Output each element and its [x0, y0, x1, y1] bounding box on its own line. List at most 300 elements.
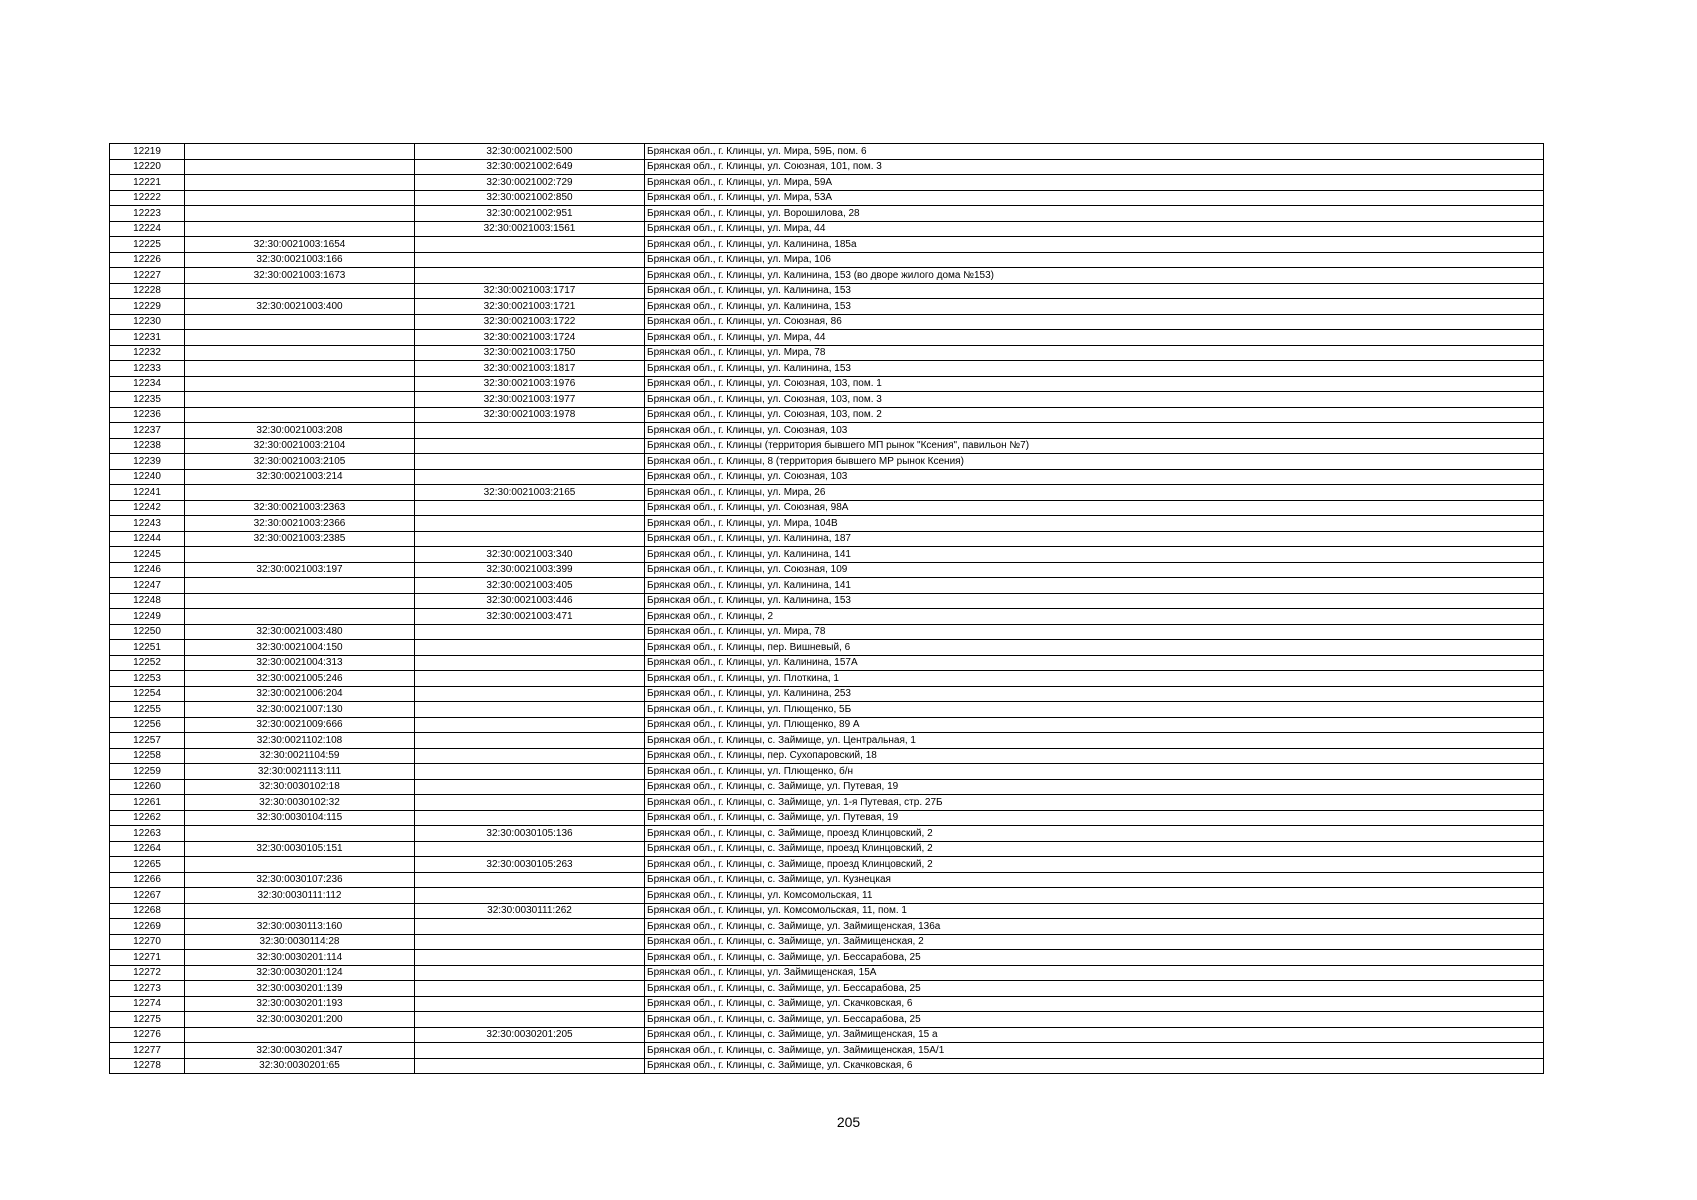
page-number: 205	[836, 1114, 861, 1130]
address-cell: Брянская обл., г. Клинцы, ул. Займищенская, 15А	[645, 965, 1544, 981]
cadastral-number-cell: 32:30:0030114:28	[185, 934, 415, 950]
table-row	[110, 810, 1544, 826]
row-number-cell: 12223	[110, 206, 185, 222]
address-cell: Брянская обл., г. Клинцы, с. Займище, проезд Клинцовский, 2	[645, 826, 1544, 842]
building-cadastral-number-cell: 32:30:0021003:1721	[415, 299, 645, 315]
row-number-cell: 12276	[110, 1027, 185, 1043]
table-row	[110, 175, 1544, 191]
cadastral-number-cell	[185, 376, 415, 392]
table-row	[110, 578, 1544, 594]
cadastral-number-cell: 32:30:0021004:313	[185, 655, 415, 671]
address-cell: Брянская обл., г. Клинцы, пер. Сухопаровский, 18	[645, 748, 1544, 764]
address-cell: Брянская обл., г. Клинцы, ул. Мира, 53А	[645, 190, 1544, 206]
cadastral-number-cell	[185, 175, 415, 191]
row-number-cell: 12240	[110, 469, 185, 485]
cadastral-number-cell: 32:30:0021003:2366	[185, 516, 415, 532]
address-cell: Брянская обл., г. Клинцы, ул. Калинина, 153	[645, 361, 1544, 377]
building-cadastral-number-cell	[415, 965, 645, 981]
building-cadastral-number-cell: 32:30:0030111:262	[415, 903, 645, 919]
row-number-cell: 12236	[110, 407, 185, 423]
building-cadastral-number-cell: 32:30:0030201:205	[415, 1027, 645, 1043]
table-row	[110, 593, 1544, 609]
cadastral-number-cell	[185, 144, 415, 160]
row-number-cell: 12266	[110, 872, 185, 888]
address-cell: Брянская обл., г. Клинцы, ул. Ворошилова, 28	[645, 206, 1544, 222]
building-cadastral-number-cell	[415, 950, 645, 966]
cadastral-number-cell: 32:30:0021003:2385	[185, 531, 415, 547]
address-cell: Брянская обл., г. Клинцы, ул. Калинина, 141	[645, 547, 1544, 563]
row-number-cell: 12262	[110, 810, 185, 826]
table-row	[110, 283, 1544, 299]
address-cell: Брянская обл., г. Клинцы, с. Займище, ул. Скачковская, 6	[645, 1058, 1544, 1074]
row-number-cell: 12234	[110, 376, 185, 392]
table-row	[110, 361, 1544, 377]
cadastral-number-cell: 32:30:0030201:193	[185, 996, 415, 1012]
address-cell: Брянская обл., г. Клинцы, ул. Плющенко, 89 А	[645, 717, 1544, 733]
cadastral-number-cell	[185, 392, 415, 408]
row-number-cell: 12260	[110, 779, 185, 795]
address-cell: Брянская обл., г. Клинцы, с. Займище, ул. Займищенская, 15А/1	[645, 1043, 1544, 1059]
cadastral-number-cell	[185, 221, 415, 237]
cadastral-number-cell: 32:30:0021003:2363	[185, 500, 415, 516]
address-cell: Брянская обл., г. Клинцы, ул. Союзная, 109	[645, 562, 1544, 578]
building-cadastral-number-cell: 32:30:0021003:1724	[415, 330, 645, 346]
cadastral-number-cell: 32:30:0030201:124	[185, 965, 415, 981]
address-cell: Брянская обл., г. Клинцы, ул. Калинина, 185а	[645, 237, 1544, 253]
cadastral-number-cell: 32:30:0021003:208	[185, 423, 415, 439]
address-cell: Брянская обл., г. Клинцы, ул. Мира, 44	[645, 221, 1544, 237]
row-number-cell: 12249	[110, 609, 185, 625]
address-cell: Брянская обл., г. Клинцы, ул. Калинина, 157А	[645, 655, 1544, 671]
building-cadastral-number-cell	[415, 981, 645, 997]
cadastral-number-cell: 32:30:0021007:130	[185, 702, 415, 718]
address-cell: Брянская обл., г. Клинцы, ул. Калинина, 153 (во дворе жилого дома №153)	[645, 268, 1544, 284]
building-cadastral-number-cell	[415, 779, 645, 795]
address-cell: Брянская обл., г. Клинцы, ул. Союзная, 103, пом. 1	[645, 376, 1544, 392]
row-number-cell: 12263	[110, 826, 185, 842]
table-row	[110, 609, 1544, 625]
address-cell: Брянская обл., г. Клинцы, с. Займище, ул. Займищенская, 2	[645, 934, 1544, 950]
address-cell: Брянская обл., г. Клинцы, ул. Союзная, 103	[645, 469, 1544, 485]
cadastral-number-cell: 32:30:0030201:347	[185, 1043, 415, 1059]
table-row	[110, 345, 1544, 361]
table-row	[110, 1058, 1544, 1074]
row-number-cell: 12239	[110, 454, 185, 470]
table-row	[110, 826, 1544, 842]
building-cadastral-number-cell: 32:30:0021003:1722	[415, 314, 645, 330]
table-row	[110, 237, 1544, 253]
building-cadastral-number-cell	[415, 438, 645, 454]
building-cadastral-number-cell	[415, 252, 645, 268]
table-row	[110, 144, 1544, 160]
table-row	[110, 655, 1544, 671]
row-number-cell: 12228	[110, 283, 185, 299]
table-row	[110, 252, 1544, 268]
building-cadastral-number-cell	[415, 655, 645, 671]
table-row	[110, 872, 1544, 888]
building-cadastral-number-cell: 32:30:0021003:1976	[415, 376, 645, 392]
cadastral-number-cell	[185, 547, 415, 563]
cadastral-number-cell	[185, 361, 415, 377]
building-cadastral-number-cell	[415, 810, 645, 826]
building-cadastral-number-cell	[415, 748, 645, 764]
table-row	[110, 981, 1544, 997]
table-row	[110, 888, 1544, 904]
cadastral-number-cell	[185, 159, 415, 175]
address-cell: Брянская обл., г. Клинцы, с. Займище, ул. Центральная, 1	[645, 733, 1544, 749]
row-number-cell: 12267	[110, 888, 185, 904]
building-cadastral-number-cell	[415, 516, 645, 532]
row-number-cell: 12220	[110, 159, 185, 175]
cadastral-number-cell: 32:30:0021005:246	[185, 671, 415, 687]
table-row	[110, 330, 1544, 346]
address-cell: Брянская обл., г. Клинцы, ул. Мира, 44	[645, 330, 1544, 346]
building-cadastral-number-cell	[415, 423, 645, 439]
table-row	[110, 314, 1544, 330]
address-cell: Брянская обл., г. Клинцы, ул. Мира, 59Б, пом. 6	[645, 144, 1544, 160]
building-cadastral-number-cell: 32:30:0021003:471	[415, 609, 645, 625]
building-cadastral-number-cell: 32:30:0021003:405	[415, 578, 645, 594]
cadastral-number-cell	[185, 314, 415, 330]
address-cell: Брянская обл., г. Клинцы, ул. Плющенко, б/н	[645, 764, 1544, 780]
row-number-cell: 12259	[110, 764, 185, 780]
building-cadastral-number-cell	[415, 919, 645, 935]
row-number-cell: 12265	[110, 857, 185, 873]
address-cell: Брянская обл., г. Клинцы, ул. Союзная, 103, пом. 3	[645, 392, 1544, 408]
row-number-cell: 12264	[110, 841, 185, 857]
row-number-cell: 12229	[110, 299, 185, 315]
address-cell: Брянская обл., г. Клинцы (территория бывшего МП рынок "Ксения", павильон №7)	[645, 438, 1544, 454]
row-number-cell: 12222	[110, 190, 185, 206]
cadastral-number-cell	[185, 283, 415, 299]
cadastral-number-cell	[185, 826, 415, 842]
cadastral-number-cell: 32:30:0030105:151	[185, 841, 415, 857]
row-number-cell: 12230	[110, 314, 185, 330]
table-row	[110, 454, 1544, 470]
row-number-cell: 12270	[110, 934, 185, 950]
cadastral-number-cell	[185, 903, 415, 919]
row-number-cell: 12250	[110, 624, 185, 640]
row-number-cell: 12277	[110, 1043, 185, 1059]
table-row	[110, 1027, 1544, 1043]
building-cadastral-number-cell	[415, 671, 645, 687]
building-cadastral-number-cell	[415, 872, 645, 888]
address-cell: Брянская обл., г. Клинцы, ул. Мира, 106	[645, 252, 1544, 268]
cadastral-number-cell: 32:30:0021003:214	[185, 469, 415, 485]
table-row	[110, 686, 1544, 702]
row-number-cell: 12268	[110, 903, 185, 919]
address-cell: Брянская обл., г. Клинцы, ул. Союзная, 86	[645, 314, 1544, 330]
table-row	[110, 733, 1544, 749]
table-row	[110, 903, 1544, 919]
address-cell: Брянская обл., г. Клинцы, ул. Союзная, 98А	[645, 500, 1544, 516]
address-cell: Брянская обл., г. Клинцы, с. Займище, ул. Бессарабова, 25	[645, 981, 1544, 997]
address-cell: Брянская обл., г. Клинцы, ул. Калинина, 253	[645, 686, 1544, 702]
building-cadastral-number-cell: 32:30:0021003:399	[415, 562, 645, 578]
cadastral-number-cell: 32:30:0030102:18	[185, 779, 415, 795]
table-row	[110, 159, 1544, 175]
row-number-cell: 12225	[110, 237, 185, 253]
table-row	[110, 531, 1544, 547]
address-cell: Брянская обл., г. Клинцы, ул. Калинина, 141	[645, 578, 1544, 594]
building-cadastral-number-cell: 32:30:0021003:340	[415, 547, 645, 563]
building-cadastral-number-cell: 32:30:0021003:1978	[415, 407, 645, 423]
row-number-cell: 12273	[110, 981, 185, 997]
address-cell: Брянская обл., г. Клинцы, с. Займище, ул. 1-я Путевая, стр. 27Б	[645, 795, 1544, 811]
address-cell: Брянская обл., г. Клинцы, с. Займище, ул. Путевая, 19	[645, 779, 1544, 795]
building-cadastral-number-cell	[415, 1012, 645, 1028]
cadastral-number-cell	[185, 190, 415, 206]
building-cadastral-number-cell	[415, 624, 645, 640]
cadastral-number-cell: 32:30:0030201:200	[185, 1012, 415, 1028]
row-number-cell: 12275	[110, 1012, 185, 1028]
address-cell: Брянская обл., г. Клинцы, ул. Плющенко, 5Б	[645, 702, 1544, 718]
registry-table	[109, 143, 1544, 1074]
address-cell: Брянская обл., г. Клинцы, ул. Мира, 78	[645, 345, 1544, 361]
row-number-cell: 12224	[110, 221, 185, 237]
table-row	[110, 190, 1544, 206]
row-number-cell: 12246	[110, 562, 185, 578]
building-cadastral-number-cell	[415, 888, 645, 904]
row-number-cell: 12219	[110, 144, 185, 160]
address-cell: Брянская обл., г. Клинцы, с. Займище, ул. Путевая, 19	[645, 810, 1544, 826]
table-row	[110, 407, 1544, 423]
row-number-cell: 12243	[110, 516, 185, 532]
row-number-cell: 12238	[110, 438, 185, 454]
table-row	[110, 1043, 1544, 1059]
row-number-cell: 12244	[110, 531, 185, 547]
cadastral-number-cell: 32:30:0021104:59	[185, 748, 415, 764]
table-row	[110, 640, 1544, 656]
row-number-cell: 12231	[110, 330, 185, 346]
row-number-cell: 12221	[110, 175, 185, 191]
address-cell: Брянская обл., г. Клинцы, ул. Калинина, 187	[645, 531, 1544, 547]
row-number-cell: 12278	[110, 1058, 185, 1074]
building-cadastral-number-cell	[415, 268, 645, 284]
table-row	[110, 206, 1544, 222]
row-number-cell: 12247	[110, 578, 185, 594]
row-number-cell: 12251	[110, 640, 185, 656]
building-cadastral-number-cell: 32:30:0021003:1561	[415, 221, 645, 237]
address-cell: Брянская обл., г. Клинцы, с. Займище, проезд Клинцовский, 2	[645, 857, 1544, 873]
table-row	[110, 485, 1544, 501]
building-cadastral-number-cell: 32:30:0021003:1750	[415, 345, 645, 361]
cadastral-number-cell: 32:30:0030104:115	[185, 810, 415, 826]
cadastral-number-cell: 32:30:0021003:1654	[185, 237, 415, 253]
cadastral-number-cell	[185, 1027, 415, 1043]
table-row	[110, 919, 1544, 935]
cadastral-number-cell	[185, 330, 415, 346]
building-cadastral-number-cell: 32:30:0021002:850	[415, 190, 645, 206]
table-row	[110, 516, 1544, 532]
building-cadastral-number-cell: 32:30:0021003:1717	[415, 283, 645, 299]
address-cell: Брянская обл., г. Клинцы, ул. Калинина, 153	[645, 283, 1544, 299]
building-cadastral-number-cell	[415, 702, 645, 718]
cadastral-number-cell: 32:30:0030201:114	[185, 950, 415, 966]
table-row	[110, 702, 1544, 718]
row-number-cell: 12261	[110, 795, 185, 811]
table-row	[110, 857, 1544, 873]
building-cadastral-number-cell	[415, 640, 645, 656]
building-cadastral-number-cell: 32:30:0021003:2165	[415, 485, 645, 501]
table-row	[110, 965, 1544, 981]
address-cell: Брянская обл., г. Клинцы, ул. Мира, 59А	[645, 175, 1544, 191]
row-number-cell: 12258	[110, 748, 185, 764]
address-cell: Брянская обл., г. Клинцы, ул. Мира, 26	[645, 485, 1544, 501]
cadastral-number-cell: 32:30:0030102:32	[185, 795, 415, 811]
registry-table-body	[110, 144, 1544, 1074]
address-cell: Брянская обл., г. Клинцы, ул. Комсомольская, 11, пом. 1	[645, 903, 1544, 919]
table-row	[110, 950, 1544, 966]
building-cadastral-number-cell: 32:30:0030105:136	[415, 826, 645, 842]
row-number-cell: 12272	[110, 965, 185, 981]
cadastral-number-cell: 32:30:0021003:480	[185, 624, 415, 640]
cadastral-number-cell: 32:30:0021003:2104	[185, 438, 415, 454]
building-cadastral-number-cell	[415, 841, 645, 857]
table-row	[110, 717, 1544, 733]
row-number-cell: 12271	[110, 950, 185, 966]
building-cadastral-number-cell: 32:30:0021002:649	[415, 159, 645, 175]
cadastral-number-cell: 32:30:0021003:166	[185, 252, 415, 268]
building-cadastral-number-cell	[415, 531, 645, 547]
address-cell: Брянская обл., г. Клинцы, ул. Комсомольская, 11	[645, 888, 1544, 904]
building-cadastral-number-cell: 32:30:0021002:500	[415, 144, 645, 160]
table-row	[110, 562, 1544, 578]
row-number-cell: 12237	[110, 423, 185, 439]
row-number-cell: 12242	[110, 500, 185, 516]
building-cadastral-number-cell: 32:30:0021003:446	[415, 593, 645, 609]
building-cadastral-number-cell	[415, 795, 645, 811]
cadastral-number-cell: 32:30:0030201:139	[185, 981, 415, 997]
cadastral-number-cell: 32:30:0021003:197	[185, 562, 415, 578]
table-row	[110, 934, 1544, 950]
cadastral-number-cell: 32:30:0030201:65	[185, 1058, 415, 1074]
table-row	[110, 469, 1544, 485]
building-cadastral-number-cell	[415, 733, 645, 749]
table-row	[110, 996, 1544, 1012]
cadastral-number-cell	[185, 206, 415, 222]
cadastral-number-cell	[185, 345, 415, 361]
building-cadastral-number-cell	[415, 454, 645, 470]
table-row	[110, 376, 1544, 392]
building-cadastral-number-cell: 32:30:0021002:951	[415, 206, 645, 222]
cadastral-number-cell: 32:30:0021003:2105	[185, 454, 415, 470]
table-row	[110, 221, 1544, 237]
cadastral-number-cell: 32:30:0030113:160	[185, 919, 415, 935]
address-cell: Брянская обл., г. Клинцы, ул. Союзная, 101, пом. 3	[645, 159, 1544, 175]
address-cell: Брянская обл., г. Клинцы, ул. Мира, 104В	[645, 516, 1544, 532]
cadastral-number-cell: 32:30:0021003:1673	[185, 268, 415, 284]
address-cell: Брянская обл., г. Клинцы, с. Займище, ул. Кузнецкая	[645, 872, 1544, 888]
row-number-cell: 12226	[110, 252, 185, 268]
row-number-cell: 12255	[110, 702, 185, 718]
building-cadastral-number-cell: 32:30:0021002:729	[415, 175, 645, 191]
row-number-cell: 12256	[110, 717, 185, 733]
table-row	[110, 438, 1544, 454]
address-cell: Брянская обл., г. Клинцы, с. Займище, ул. Бессарабова, 25	[645, 950, 1544, 966]
address-cell: Брянская обл., г. Клинцы, с. Займище, ул. Скачковская, 6	[645, 996, 1544, 1012]
row-number-cell: 12233	[110, 361, 185, 377]
address-cell: Брянская обл., г. Клинцы, ул. Плоткина, 1	[645, 671, 1544, 687]
cadastral-number-cell: 32:30:0021003:400	[185, 299, 415, 315]
cadastral-number-cell: 32:30:0021006:204	[185, 686, 415, 702]
row-number-cell: 12248	[110, 593, 185, 609]
cadastral-number-cell: 32:30:0030111:112	[185, 888, 415, 904]
row-number-cell: 12227	[110, 268, 185, 284]
address-cell: Брянская обл., г. Клинцы, ул. Союзная, 103	[645, 423, 1544, 439]
address-cell: Брянская обл., г. Клинцы, с. Займище, ул. Займищенская, 136а	[645, 919, 1544, 935]
building-cadastral-number-cell	[415, 764, 645, 780]
table-row	[110, 299, 1544, 315]
building-cadastral-number-cell: 32:30:0030105:263	[415, 857, 645, 873]
address-cell: Брянская обл., г. Клинцы, ул. Мира, 78	[645, 624, 1544, 640]
address-cell: Брянская обл., г. Клинцы, ул. Калинина, 153	[645, 299, 1544, 315]
cadastral-number-cell: 32:30:0021102:108	[185, 733, 415, 749]
address-cell: Брянская обл., г. Клинцы, с. Займище, проезд Клинцовский, 2	[645, 841, 1544, 857]
row-number-cell: 12245	[110, 547, 185, 563]
table-row	[110, 748, 1544, 764]
table-row	[110, 500, 1544, 516]
cadastral-number-cell	[185, 407, 415, 423]
address-cell: Брянская обл., г. Клинцы, ул. Калинина, 153	[645, 593, 1544, 609]
row-number-cell: 12241	[110, 485, 185, 501]
building-cadastral-number-cell	[415, 1058, 645, 1074]
table-row	[110, 795, 1544, 811]
row-number-cell: 12232	[110, 345, 185, 361]
address-cell: Брянская обл., г. Клинцы, ул. Союзная, 103, пом. 2	[645, 407, 1544, 423]
cadastral-number-cell	[185, 593, 415, 609]
table-row	[110, 423, 1544, 439]
table-row	[110, 841, 1544, 857]
row-number-cell: 12235	[110, 392, 185, 408]
building-cadastral-number-cell	[415, 996, 645, 1012]
cadastral-number-cell: 32:30:0021004:150	[185, 640, 415, 656]
building-cadastral-number-cell	[415, 500, 645, 516]
row-number-cell: 12269	[110, 919, 185, 935]
building-cadastral-number-cell: 32:30:0021003:1977	[415, 392, 645, 408]
row-number-cell: 12253	[110, 671, 185, 687]
building-cadastral-number-cell	[415, 1043, 645, 1059]
cadastral-number-cell: 32:30:0021113:111	[185, 764, 415, 780]
cadastral-number-cell	[185, 485, 415, 501]
cadastral-number-cell: 32:30:0030107:236	[185, 872, 415, 888]
address-cell: Брянская обл., г. Клинцы, с. Займище, ул. Займищенская, 15 а	[645, 1027, 1544, 1043]
cadastral-number-cell	[185, 609, 415, 625]
table-row	[110, 268, 1544, 284]
table-row	[110, 624, 1544, 640]
table-row	[110, 1012, 1544, 1028]
table-row	[110, 547, 1544, 563]
address-cell: Брянская обл., г. Клинцы, 8 (территория бывшего МР рынок Ксения)	[645, 454, 1544, 470]
building-cadastral-number-cell	[415, 469, 645, 485]
row-number-cell: 12252	[110, 655, 185, 671]
address-cell: Брянская обл., г. Клинцы, 2	[645, 609, 1544, 625]
address-cell: Брянская обл., г. Клинцы, с. Займище, ул. Бессарабова, 25	[645, 1012, 1544, 1028]
building-cadastral-number-cell	[415, 934, 645, 950]
building-cadastral-number-cell	[415, 237, 645, 253]
table-row	[110, 779, 1544, 795]
table-row	[110, 671, 1544, 687]
address-cell: Брянская обл., г. Клинцы, пер. Вишневый, 6	[645, 640, 1544, 656]
cadastral-number-cell	[185, 578, 415, 594]
row-number-cell: 12257	[110, 733, 185, 749]
row-number-cell: 12274	[110, 996, 185, 1012]
building-cadastral-number-cell: 32:30:0021003:1817	[415, 361, 645, 377]
building-cadastral-number-cell	[415, 717, 645, 733]
table-row	[110, 764, 1544, 780]
row-number-cell: 12254	[110, 686, 185, 702]
cadastral-number-cell: 32:30:0021009:666	[185, 717, 415, 733]
